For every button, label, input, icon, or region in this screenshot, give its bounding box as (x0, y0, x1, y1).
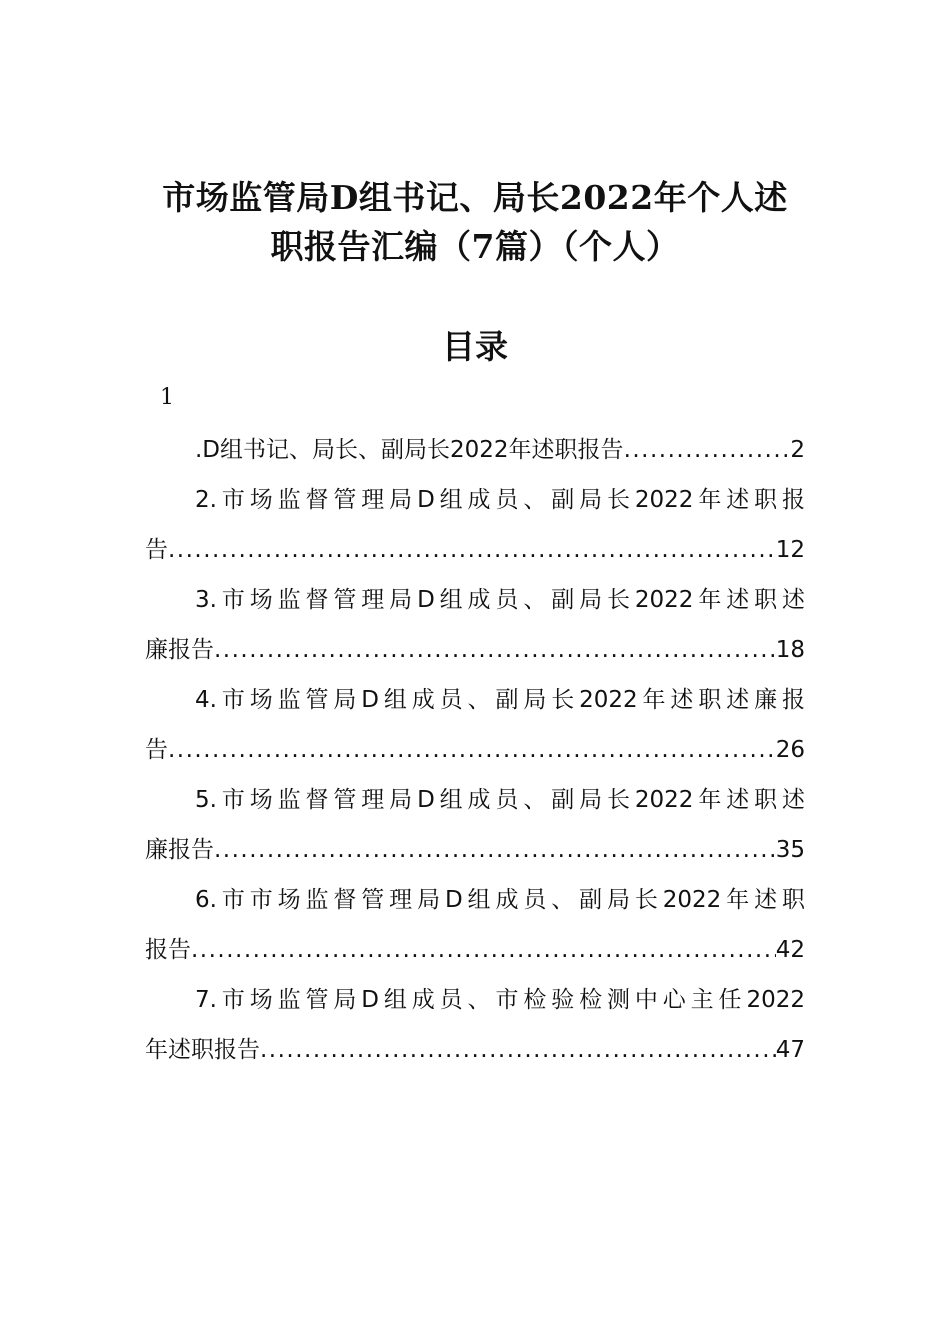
toc-entry-line-2 (145, 925, 805, 975)
toc-page-number: 35 (775, 837, 805, 863)
toc-entry-line-1: 4.市场监管局D组成员、副局长2022年述职述廉报 (195, 687, 805, 713)
toc-entry-title-continued: 廉报告 (145, 837, 214, 863)
document-title-line-2: 职报告汇编（7篇）（个人） (270, 227, 680, 266)
toc-entry-line-2 (145, 1025, 805, 1075)
toc-page-number: 18 (775, 637, 805, 663)
toc-entry-4[interactable] (145, 675, 805, 775)
stray-number: 1 (160, 385, 174, 410)
toc-entry-2[interactable] (145, 475, 805, 575)
toc-entry-title-continued: 告 (145, 537, 168, 563)
toc-entry-5[interactable] (145, 775, 805, 875)
toc-page-number: 2 (790, 437, 805, 463)
toc-entry-7[interactable] (145, 975, 805, 1075)
toc-entry-line-2 (145, 825, 805, 875)
toc-entry-title: .D组书记、局长、副局长2022年述职报告 (195, 437, 624, 463)
toc-heading: 目录 (442, 327, 508, 366)
toc-page-number: 26 (775, 737, 805, 763)
toc-page-number: 12 (775, 537, 805, 563)
toc-leader-dots (260, 1025, 776, 1075)
toc-entry-title-continued: 报告 (145, 937, 191, 963)
toc-entry-line-2 (145, 725, 805, 775)
toc-page-number: 42 (775, 937, 805, 963)
toc-page-number: 47 (775, 1037, 805, 1063)
toc-leader-dots (168, 525, 776, 575)
toc-entry-title-continued: 告 (145, 737, 168, 763)
toc-entry-1[interactable] (145, 425, 805, 475)
toc-entry-line-1: 3.市场监督管理局D组成员、副局长2022年述职述 (195, 587, 805, 613)
toc-leader-dots (191, 925, 776, 975)
toc-entry-line-1: 5.市场监督管理局D组成员、副局长2022年述职述 (195, 787, 805, 813)
toc-entry-line-1: 2.市场监督管理局D组成员、副局长2022年述职报 (195, 487, 805, 513)
document-title-line-1: 市场监管局D组书记、局长2022年个人述 (162, 178, 788, 217)
toc-leader-dots (214, 625, 776, 675)
toc-entry-6[interactable] (145, 875, 805, 975)
toc-leader-dots (168, 725, 776, 775)
toc-entry-line-1: 7.市场监管局D组成员、市检验检测中心主任2022 (195, 987, 805, 1013)
toc-entry-line-1: 6.市市场监督管理局D组成员、副局长2022年述职 (195, 887, 805, 913)
toc-entry-line-2 (145, 525, 805, 575)
toc-leader-dots (624, 425, 791, 475)
toc-entry-title-continued: 年述职报告 (145, 1037, 260, 1063)
toc-entry-3[interactable] (145, 575, 805, 675)
toc-entry-line-2 (145, 625, 805, 675)
table-of-contents (145, 425, 805, 1075)
toc-leader-dots (214, 825, 776, 875)
toc-entry-title-continued: 廉报告 (145, 637, 214, 663)
